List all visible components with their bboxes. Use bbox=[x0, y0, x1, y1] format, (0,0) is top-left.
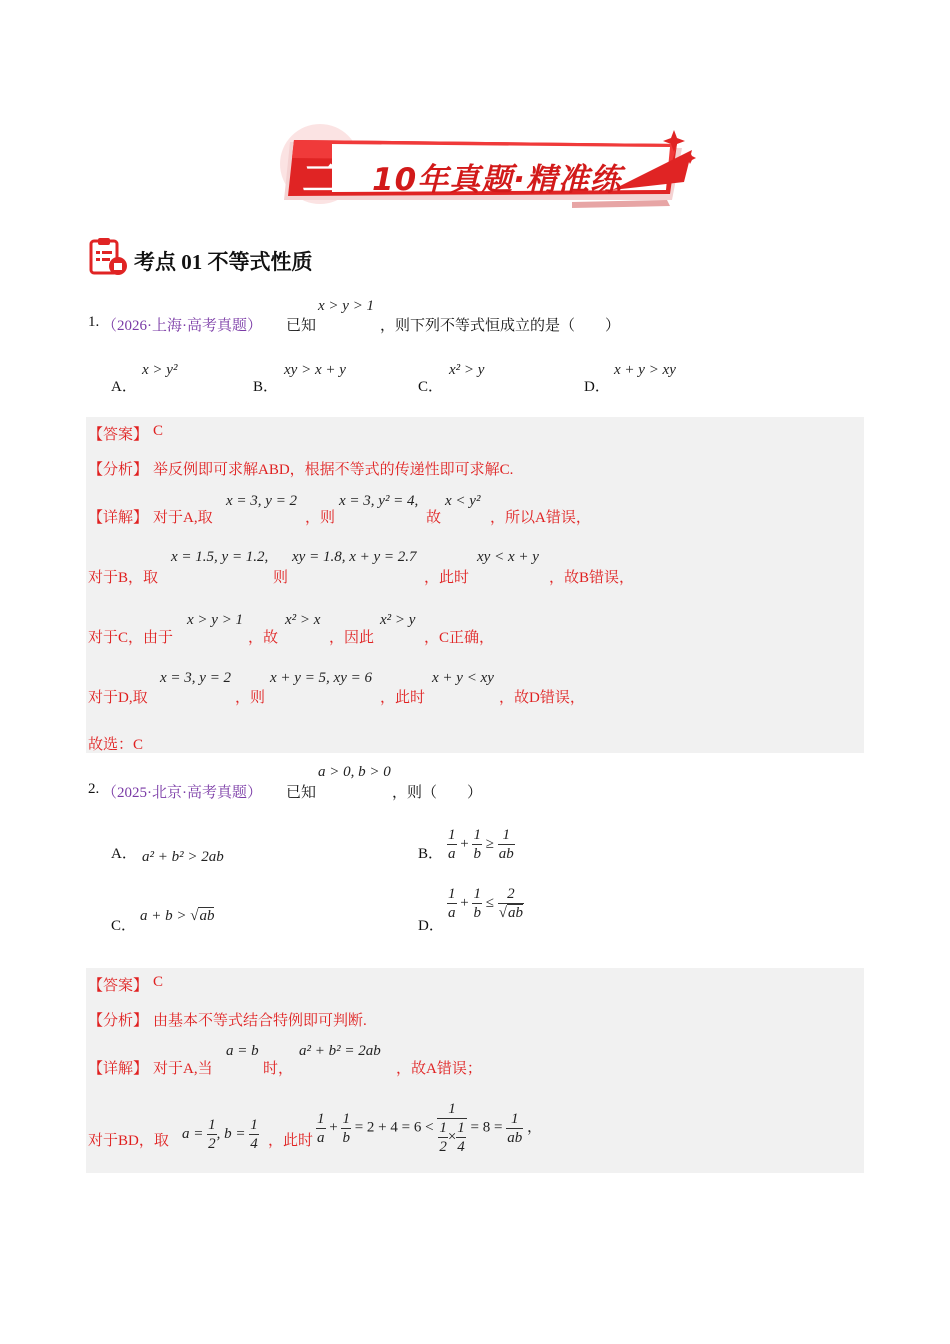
detail-math: x + y = 5, xy = 6 bbox=[270, 670, 372, 686]
frac-den: a bbox=[448, 846, 456, 862]
answer-tag: 【答案】 bbox=[88, 427, 149, 443]
banner-number: 二 bbox=[302, 157, 341, 201]
detail-math-chain: $\frac{1}{a}$ + $\frac{1}{b}$ = 2 + 4 = 6 < 1 $\frac{1}{2}$ × $\frac{1}{4}$ = 8 = $\frac{1}{ab}$ ， bbox=[317, 1101, 542, 1155]
detail-tag: 【详解】 bbox=[88, 510, 149, 526]
detail-text: 对于A,当 bbox=[153, 1061, 213, 1077]
clipboard-icon bbox=[88, 236, 128, 281]
detail-math: xy < x + y bbox=[477, 549, 539, 565]
analysis-tag: 【分析】 bbox=[88, 1013, 149, 1029]
detail-text: 则 bbox=[273, 570, 289, 586]
math-text: = 2 + 4 = 6 < bbox=[354, 1119, 434, 1136]
frac-num: 1 bbox=[473, 827, 481, 843]
q1-post: ，则下列不等式恒成立的是（ ） bbox=[380, 318, 621, 334]
q2-pre: 已知 bbox=[286, 785, 317, 801]
q1-condition: x > y > 1 bbox=[318, 298, 375, 314]
detail-text: ，因此 bbox=[329, 630, 375, 646]
title-banner bbox=[272, 122, 702, 212]
q1-conclusion: 故选：C bbox=[88, 737, 144, 753]
frac-num: 1 bbox=[342, 1110, 350, 1127]
detail-math: x = 3, y² = 4, bbox=[339, 493, 419, 509]
detail-text: 对于B，取 bbox=[88, 570, 159, 586]
op-symbol: ≤ bbox=[485, 894, 494, 911]
detail-math: a² + b² = 2ab bbox=[299, 1043, 381, 1059]
detail-math: xy = 1.8, x + y = 2.7 bbox=[292, 549, 417, 565]
q2-option-c: a + b > √ab bbox=[140, 908, 215, 924]
detail-math: x = 3, y = 2 bbox=[226, 493, 298, 509]
detail-text: ，C正确， bbox=[424, 630, 495, 646]
frac-num: 1 bbox=[439, 1120, 447, 1136]
detail-text: ，则 bbox=[235, 690, 266, 706]
frac-num: 1 bbox=[448, 827, 456, 843]
q2-source: （2025·北京·高考真题） bbox=[102, 785, 262, 801]
q1-option-a-label: A． bbox=[111, 379, 137, 395]
q1-option-b-label: B． bbox=[253, 379, 279, 395]
frac-num: 1 bbox=[250, 1117, 258, 1133]
op-symbol: ≥ bbox=[485, 835, 494, 852]
detail-text: ，故D错误， bbox=[499, 690, 585, 706]
math-text: = 8 = bbox=[470, 1119, 503, 1136]
detail-math: x < y² bbox=[445, 493, 481, 509]
q1-option-b: xy > x + y bbox=[284, 362, 346, 378]
frac-den: a bbox=[448, 905, 456, 921]
q1-pre: 已知 bbox=[286, 318, 317, 334]
detail-text: ，故B错误， bbox=[549, 570, 635, 586]
q1-source: （2026·上海·高考真题） bbox=[102, 318, 262, 334]
radicand: ab bbox=[507, 905, 523, 921]
frac-den: 4 bbox=[250, 1136, 258, 1152]
q2-option-d: $\frac{1}{a}$ + $\frac{1}{b}$ ≤ $\frac{2}{√ab}$ bbox=[448, 886, 523, 921]
frac-num: 1 bbox=[457, 1120, 465, 1136]
frac-den: b bbox=[473, 905, 481, 921]
detail-text: ，所以A错误， bbox=[490, 510, 591, 526]
math-text: ， bbox=[526, 1119, 542, 1136]
answer-text: C bbox=[153, 974, 164, 990]
radicand: ab bbox=[199, 908, 215, 924]
q2-option-a-label: A． bbox=[111, 846, 137, 862]
analysis-text: 由基本不等式结合特例即可判断. bbox=[153, 1013, 367, 1029]
detail-text: ，故 bbox=[248, 630, 279, 646]
q1-number: 1. bbox=[88, 314, 100, 330]
q1-option-a: x > y² bbox=[142, 362, 178, 378]
detail-tag: 【详解】 bbox=[88, 1061, 149, 1077]
expr-left: a + b > bbox=[140, 908, 187, 924]
q1-option-c: x² > y bbox=[449, 362, 485, 378]
detail-text: ，此时 bbox=[268, 1133, 314, 1149]
detail-math: x > y > 1 bbox=[187, 612, 244, 628]
q1-option-c-label: C． bbox=[418, 379, 444, 395]
analysis-tag: 【分析】 bbox=[88, 462, 149, 478]
detail-math: x² > y bbox=[380, 612, 416, 628]
detail-text: 对于A,取 bbox=[153, 510, 213, 526]
detail-text: ，此时 bbox=[380, 690, 426, 706]
math-text: a = bbox=[182, 1125, 204, 1142]
frac-num: 1 bbox=[498, 826, 515, 845]
q2-option-b-label: B． bbox=[418, 846, 444, 862]
detail-text: 对于BD，取 bbox=[88, 1133, 169, 1149]
q1-option-d: x + y > xy bbox=[614, 362, 676, 378]
q2-option-c-label: C． bbox=[111, 918, 137, 934]
detail-text: ，此时 bbox=[424, 570, 470, 586]
analysis-text: 举反例即可求解ABD，根据不等式的传递性即可求解C. bbox=[153, 462, 514, 478]
answer-tag: 【答案】 bbox=[88, 978, 149, 994]
answer-text: C bbox=[153, 423, 164, 439]
q2-option-d-label: D． bbox=[418, 918, 444, 934]
section-title: 考点 01 不等式性质 bbox=[134, 250, 313, 274]
detail-text: ，故A错误； bbox=[396, 1061, 482, 1077]
frac-num: 1 bbox=[437, 1100, 466, 1119]
frac-den: ab bbox=[498, 846, 514, 862]
q2-option-a: a² + b² > 2ab bbox=[142, 849, 224, 865]
detail-math: x² > x bbox=[285, 612, 321, 628]
detail-text: 对于C，由于 bbox=[88, 630, 174, 646]
frac-num: 1 bbox=[506, 1110, 523, 1129]
detail-text: 对于D,取 bbox=[88, 690, 148, 706]
frac-den: b bbox=[473, 846, 481, 862]
q2-number: 2. bbox=[88, 781, 100, 797]
detail-math: a = b bbox=[226, 1043, 259, 1059]
q2-option-b: $\frac{1}{a}$ + $\frac{1}{b}$ ≥ $\frac{1}{ab}$ bbox=[448, 827, 514, 862]
detail-text: 时， bbox=[263, 1061, 294, 1077]
frac-num: 2 bbox=[498, 885, 524, 904]
frac-num: 1 bbox=[448, 886, 456, 902]
detail-text: 故 bbox=[426, 510, 442, 526]
frac-den: 4 bbox=[457, 1139, 465, 1155]
detail-math: x + y < xy bbox=[432, 670, 494, 686]
q2-post: ，则（ ） bbox=[392, 785, 483, 801]
detail-text: ，则 bbox=[305, 510, 336, 526]
frac-num: 1 bbox=[208, 1117, 216, 1133]
detail-math: x = 3, y = 2 bbox=[160, 670, 232, 686]
detail-math-ab bbox=[182, 1116, 259, 1153]
frac-den: 2 bbox=[208, 1136, 216, 1152]
math-text: , b = bbox=[216, 1125, 246, 1142]
frac-num: 1 bbox=[473, 886, 481, 902]
q1-option-d-label: D． bbox=[584, 379, 610, 395]
frac-den: ab bbox=[507, 1129, 523, 1146]
detail-math: x = 1.5, y = 1.2, bbox=[171, 549, 269, 565]
frac-den: 2 bbox=[439, 1139, 447, 1155]
q2-condition: a > 0, b > 0 bbox=[318, 764, 391, 780]
banner-title: 10年真题·精准练 bbox=[372, 162, 622, 198]
frac-num: 1 bbox=[317, 1110, 325, 1127]
